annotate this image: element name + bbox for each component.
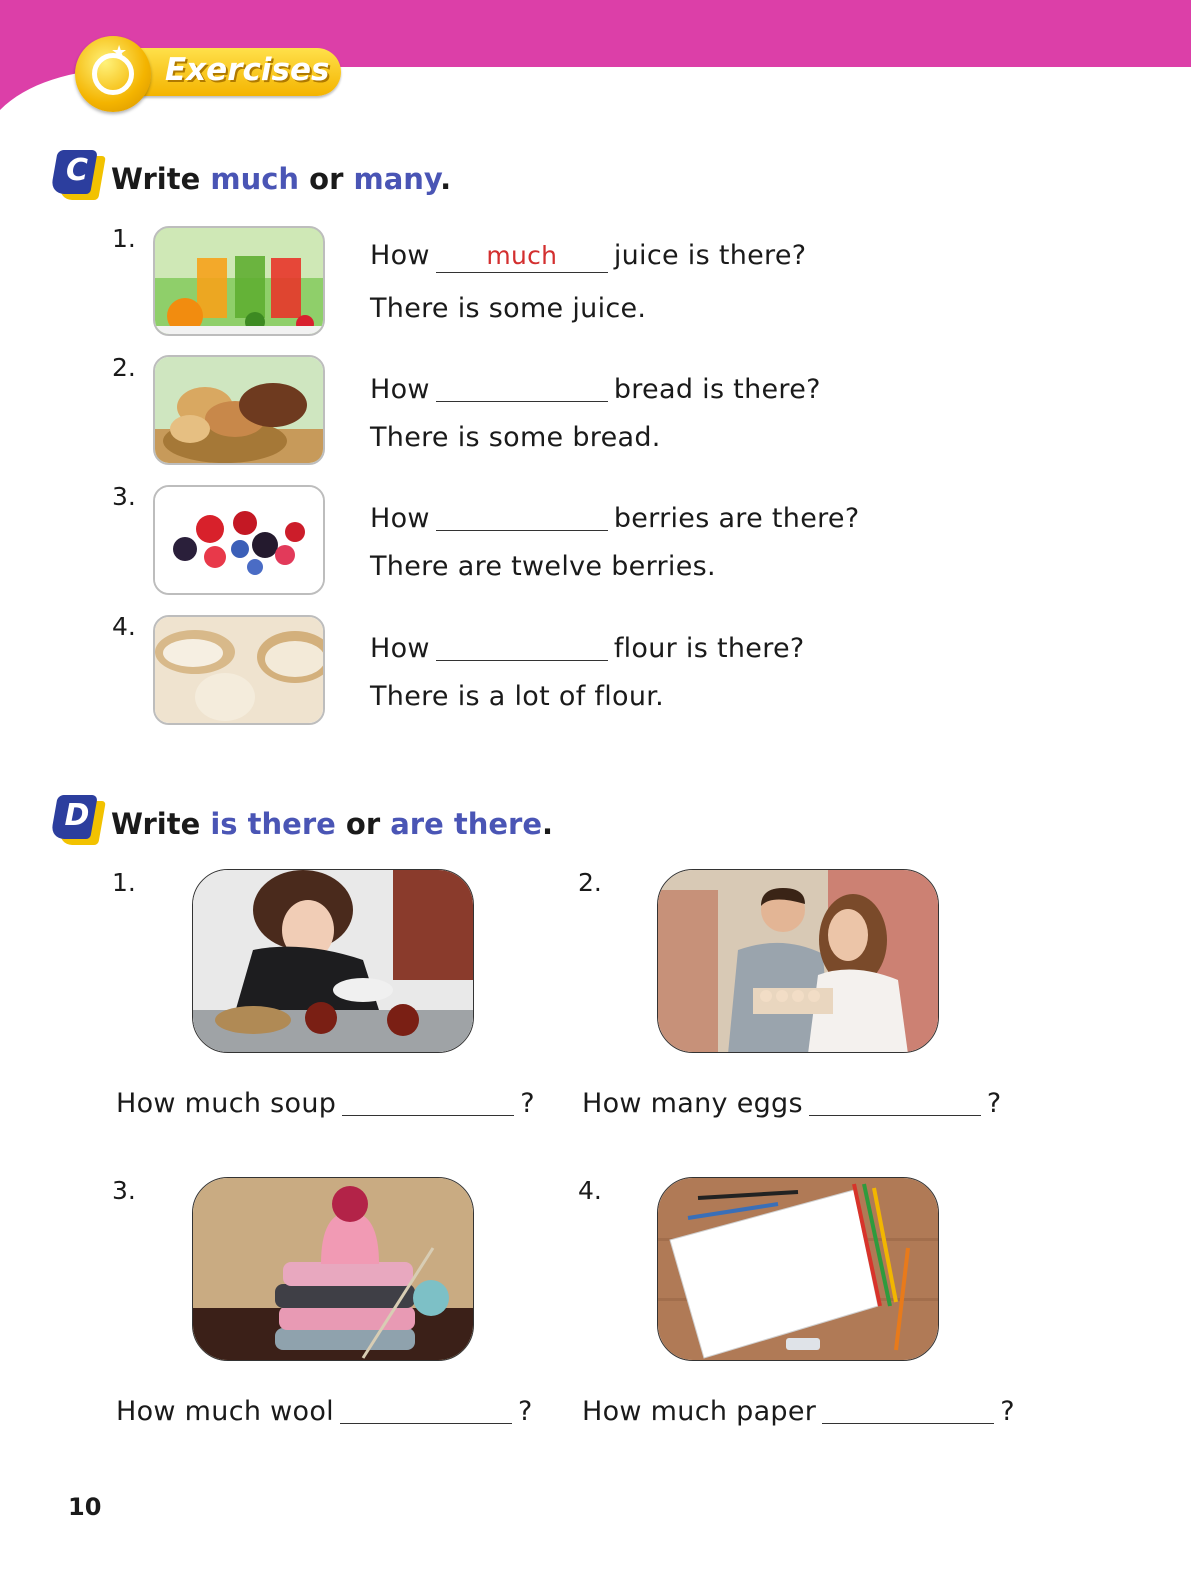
item-number: 3.	[112, 1176, 136, 1205]
answer-blank[interactable]	[822, 1395, 994, 1424]
section-c-title: Write much or many.	[111, 162, 452, 196]
question-line: How much paper ?	[582, 1396, 1015, 1427]
item-number: 2.	[578, 868, 602, 897]
eggs-photo	[657, 869, 939, 1053]
bread-image	[153, 355, 325, 465]
wool-photo	[192, 1177, 474, 1361]
page-number: 10	[68, 1493, 102, 1521]
flour-image	[153, 615, 325, 725]
question-line: How berries are there?	[370, 503, 860, 534]
statement-line: There is a lot of flour.	[370, 681, 665, 712]
item-number: 3.	[112, 482, 136, 511]
section-d-title: Write is there or are there.	[111, 807, 554, 841]
juice-image	[153, 226, 325, 336]
coin-icon: ★	[75, 36, 151, 112]
item-number: 1.	[112, 868, 136, 897]
statement-line: There is some juice.	[370, 293, 647, 324]
question-line: How flour is there?	[370, 633, 805, 664]
answer-blank[interactable]: much	[436, 244, 608, 273]
question-line: How many eggs ?	[582, 1088, 1002, 1119]
question-line: How much wool ?	[116, 1396, 533, 1427]
soup-photo	[192, 869, 474, 1053]
answer-blank[interactable]	[809, 1087, 981, 1116]
section-c-icon: C	[52, 148, 102, 200]
answer-blank[interactable]	[436, 373, 608, 402]
statement-line: There are twelve berries.	[370, 551, 716, 582]
item-number: 4.	[112, 612, 136, 641]
question-line: How much juice is there?	[370, 240, 807, 271]
answer-blank[interactable]	[436, 502, 608, 531]
item-number: 1.	[112, 224, 136, 253]
section-d-icon: D	[52, 793, 102, 845]
statement-line: There is some bread.	[370, 422, 661, 453]
exercises-badge	[75, 36, 343, 102]
question-line: How much soup ?	[116, 1088, 535, 1119]
question-line: How bread is there?	[370, 374, 821, 405]
paper-photo	[657, 1177, 939, 1361]
berries-image	[153, 485, 325, 595]
item-number: 2.	[112, 353, 136, 382]
answer-blank[interactable]	[340, 1395, 512, 1424]
answer-blank[interactable]	[342, 1087, 514, 1116]
badge-label: Exercises	[165, 52, 330, 88]
item-number: 4.	[578, 1176, 602, 1205]
answer-blank[interactable]	[436, 632, 608, 661]
